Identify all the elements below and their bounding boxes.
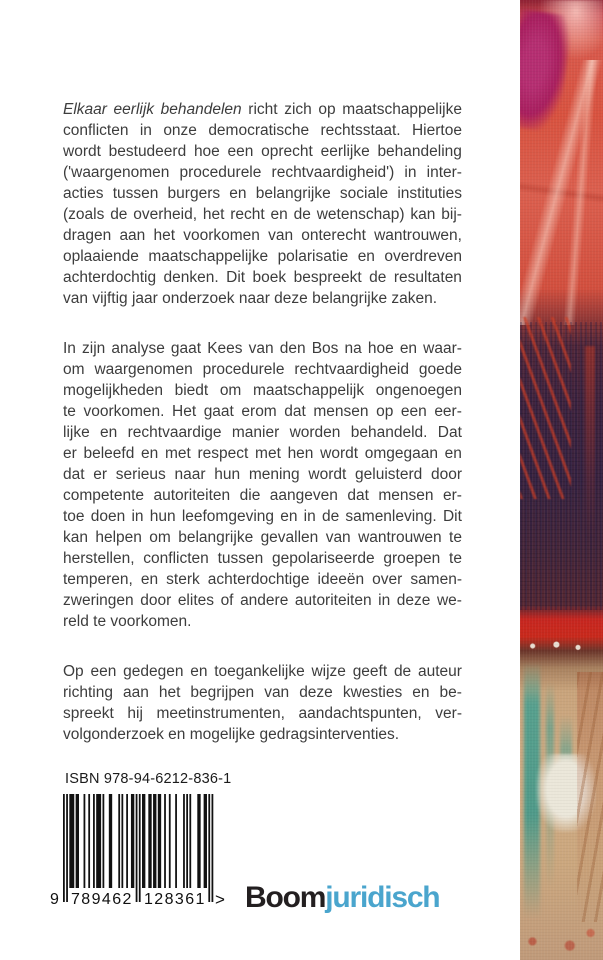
barcode-suffix-chevron: >	[215, 890, 225, 909]
text-line: ('waargenomen procedurele rechtvaardigheid') in inter-	[63, 164, 462, 181]
text-line: volgonderzoek en mogelijke gedragsinterventies.	[63, 726, 400, 743]
publisher-logo	[245, 879, 439, 917]
text-line: mogelijkheden biedt om maatschappelijk ongenoegen	[63, 382, 462, 399]
text-line: van vijftig jaar onderzoek naar deze belangrijke zaken.	[63, 290, 438, 307]
paragraph	[63, 338, 462, 632]
text-line: kan helpen om belangrijke gevallen van wantrouwen te	[63, 529, 462, 546]
ean13-barcode	[50, 794, 225, 918]
text-line: dat er serieus naar hun mening wordt geluisterd door	[63, 466, 462, 483]
publisher-logo-boom: Boom	[245, 881, 326, 914]
text-line: competente autoriteiten die aangeven dat mensen er-	[63, 487, 462, 504]
isbn-area	[50, 771, 232, 918]
isbn-label: ISBN 978-94-6212-836-1	[65, 771, 232, 787]
text-line: temperen, en sterk achterdochtige ideeën over samen-	[63, 571, 462, 588]
barcode-digits-group2: 128361	[144, 891, 206, 908]
publisher-logo-juridisch: juridisch	[325, 881, 440, 914]
text-line: (zoals de overheid, het recht en de wetenschap) kan bij-	[63, 206, 462, 223]
text-line: reld te voorkomen.	[63, 613, 192, 630]
text-line: achterdochtig denken. Dit boek bespreekt de resultaten	[63, 269, 462, 286]
text-line: acties tussen burgers en belangrijke sociale instituties	[63, 185, 462, 202]
text-line: spreekt hij meetinstrumenten, aandachtspunten, ver-	[63, 705, 462, 722]
paint-canvas-grain	[520, 0, 603, 960]
text-line: lijke en rechtvaardige manier worden behandeld. Dat	[63, 424, 462, 441]
cover-artwork-strip	[520, 0, 603, 960]
blurb-text	[63, 99, 462, 774]
text-line: oplaaiende maatschappelijke polarisatie en overdreven	[63, 248, 462, 265]
barcode-digits-group1: 789462	[71, 891, 133, 908]
barcode-digit-leading: 9	[50, 891, 59, 908]
text-line: om waargenomen procedurele rechtvaardigheid goede	[63, 361, 462, 378]
text-line: conflicten in onze democratische rechtsstaat. Hiertoe	[63, 122, 462, 139]
text-line: richting aan het begrijpen van deze kwesties en be-	[63, 684, 462, 701]
text-line: zweringen door elites of andere autoriteiten in deze we-	[63, 592, 462, 609]
text-line: dragen aan het voorkomen van onterecht wantrouwen,	[63, 227, 462, 244]
text-line: er beleefd en met respect met hen wordt omgegaan en	[63, 445, 462, 462]
text-line: herstellen, conflicten tussen gepolariseerde groepen te	[63, 550, 462, 567]
text-line: toe doen in hun leefomgeving en in de samenleving. Dit	[63, 508, 462, 525]
text-line: Elkaar eerlijk behandelen richt zich op maatschappelijke	[63, 101, 462, 118]
text-line: wordt bestudeerd hoe een oprecht eerlijke behandeling	[63, 143, 462, 160]
text-line: te voorkomen. Het gaat erom dat mensen op een eer-	[63, 403, 462, 420]
paragraph	[63, 661, 462, 745]
paragraph	[63, 99, 462, 309]
text-line: Op een gedegen en toegankelijke wijze geeft de auteur	[63, 663, 462, 680]
text-line: In zijn analyse gaat Kees van den Bos na hoe en waar-	[63, 340, 462, 357]
